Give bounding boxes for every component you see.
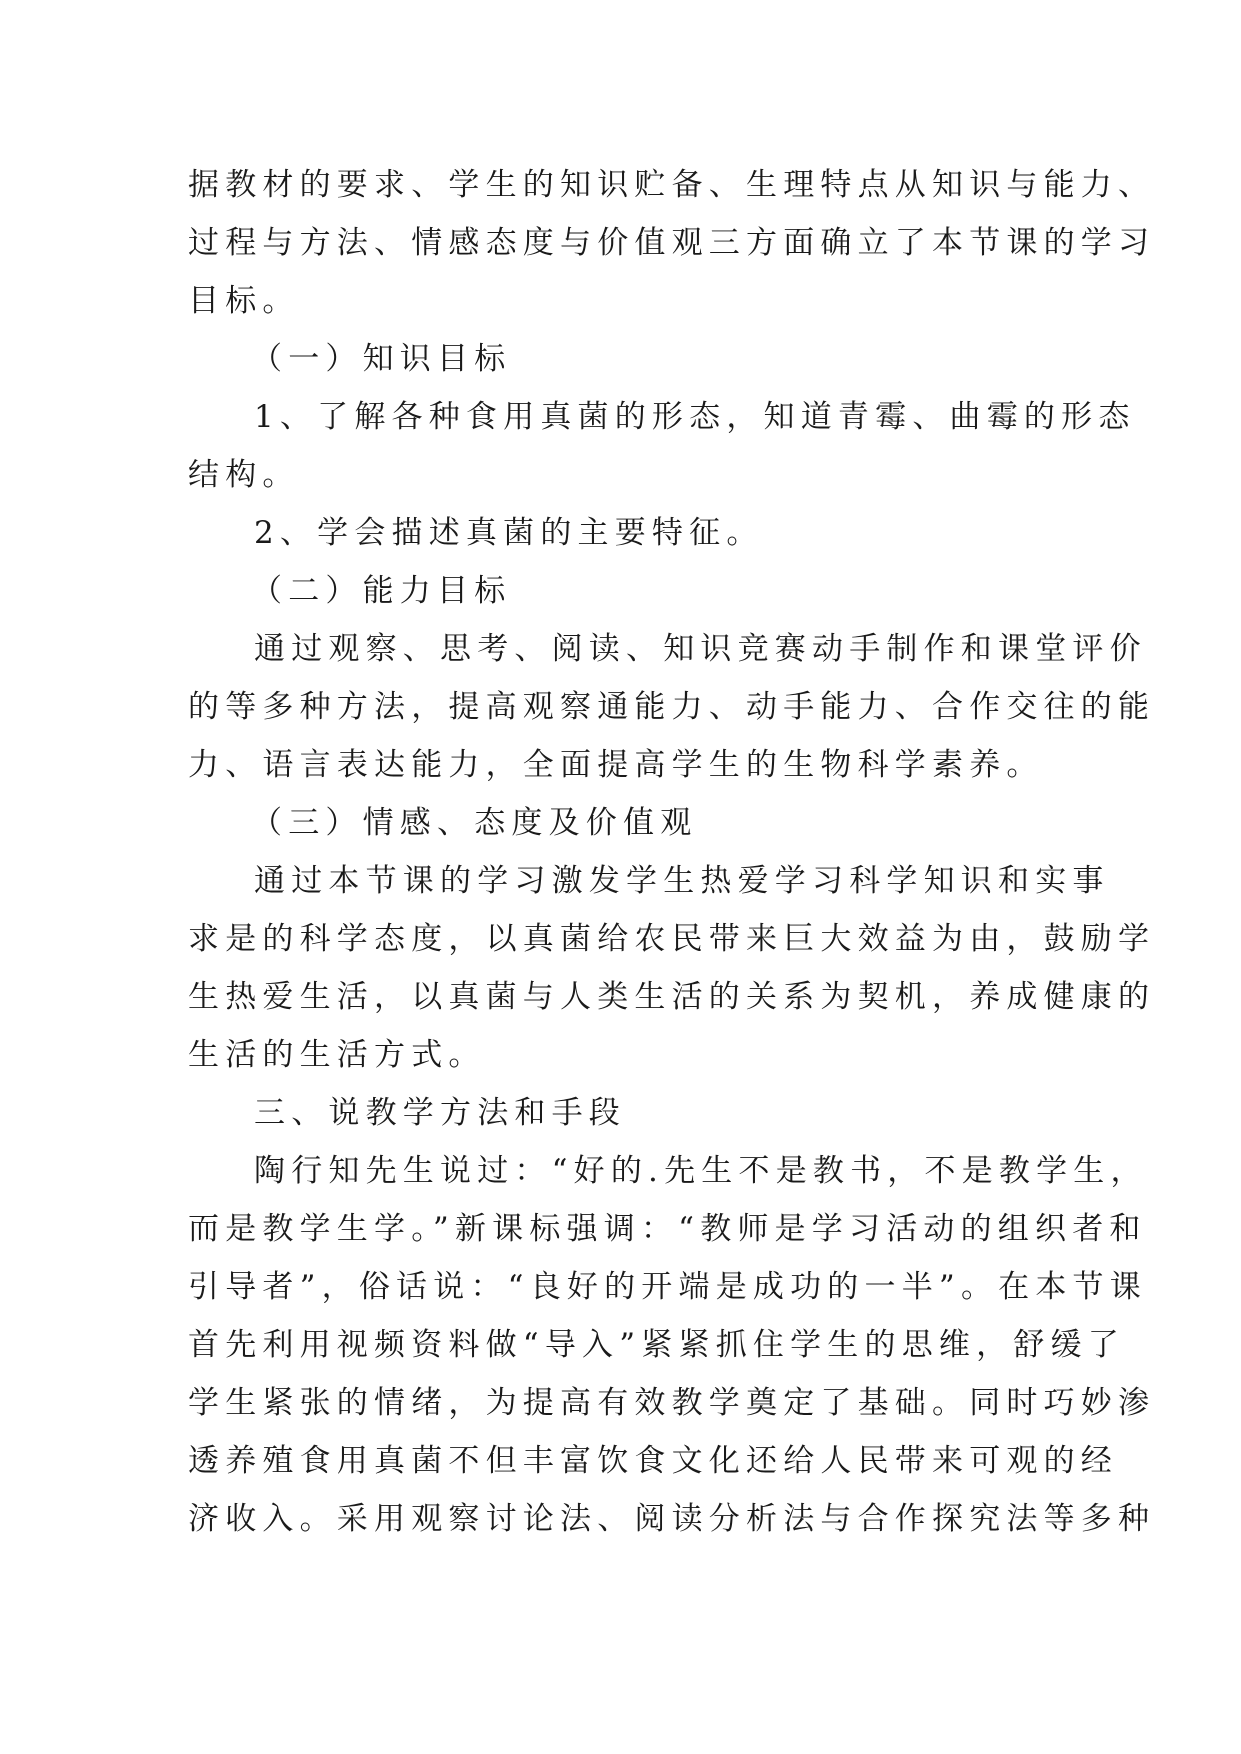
section-heading-ability: （二）能力目标 xyxy=(251,573,512,609)
paragraph-line: 过程与方法、情感态度与价值观三方面确立了本节课的学习 xyxy=(188,225,1156,261)
paragraph-line: 学生紧张的情绪，为提高有效教学奠定了基础。同时巧妙渗 xyxy=(188,1385,1156,1421)
paragraph-line: 2、学会描述真菌的主要特征。 xyxy=(254,515,764,551)
paragraph-line: 生活的生活方式。 xyxy=(188,1037,486,1073)
paragraph-line: 陶行知先生说过：“好的.先生不是教书，不是教学生， xyxy=(254,1153,1148,1189)
paragraph-line: 结构。 xyxy=(188,457,300,493)
paragraph-line: 目标。 xyxy=(188,283,300,319)
paragraph-line: 而是教学生学。”新课标强调：“教师是学习活动的组织者和 xyxy=(188,1211,1147,1247)
document-body xyxy=(188,156,1156,1548)
paragraph-line: 通过观察、思考、阅读、知识竞赛动手制作和课堂评价 xyxy=(254,631,1147,667)
section-heading-knowledge: （一）知识目标 xyxy=(251,341,512,377)
paragraph-line: 生热爱生活，以真菌与人类生活的关系为契机，养成健康的 xyxy=(188,979,1156,1015)
paragraph-line: 引导者”，俗话说：“良好的开端是成功的一半”。在本节课 xyxy=(188,1269,1147,1305)
paragraph-line: 据教材的要求、学生的知识贮备、生理特点从知识与能力、 xyxy=(188,167,1156,203)
paragraph-line: 力、语言表达能力，全面提高学生的生物科学素养。 xyxy=(188,747,1044,783)
paragraph-line: 首先利用视频资料做“导入”紧紧抓住学生的思维，舒缓了 xyxy=(188,1327,1125,1363)
paragraph-line: 1、了解各种食用真菌的形态，知道青霉、曲霉的形态 xyxy=(254,399,1136,435)
paragraph-line: 求是的科学态度，以真菌给农民带来巨大效益为由，鼓励学 xyxy=(188,921,1156,957)
section-heading-attitude: （三）情感、态度及价值观 xyxy=(251,805,698,841)
section-heading-methods: 三、说教学方法和手段 xyxy=(254,1095,626,1131)
paragraph-line: 通过本节课的学习激发学生热爱学习科学知识和实事 xyxy=(254,863,1110,899)
paragraph-line: 的等多种方法，提高观察通能力、动手能力、合作交往的能 xyxy=(188,689,1156,725)
paragraph-line: 济收入。采用观察讨论法、阅读分析法与合作探究法等多种 xyxy=(188,1501,1156,1537)
paragraph-line: 透养殖食用真菌不但丰富饮食文化还给人民带来可观的经 xyxy=(188,1443,1118,1479)
